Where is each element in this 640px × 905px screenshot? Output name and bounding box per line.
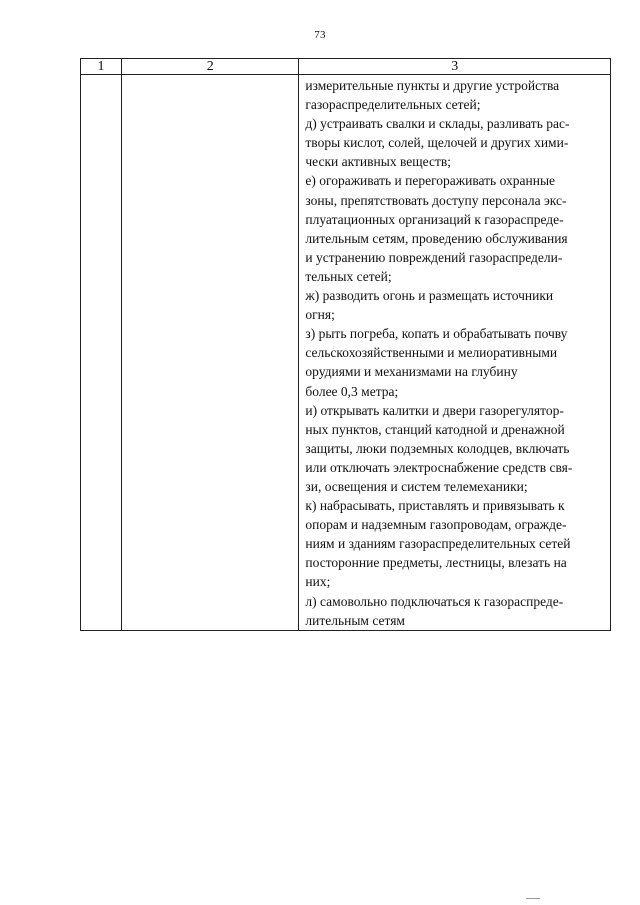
table-row: [81, 75, 611, 631]
requirements-table: [80, 58, 611, 631]
text-line: них;: [305, 574, 331, 590]
text-line: ных пунктов, станций катодной и дренажной: [305, 421, 565, 437]
column-header-2: 2: [122, 59, 299, 75]
text-line: более 0,3 метра;: [305, 383, 399, 399]
text-line: зи, освещения и систем телемеханики;: [305, 478, 528, 494]
cell-column-3: [299, 75, 611, 631]
text-line: к) набрасывать, приставлять и привязывать к: [305, 498, 565, 514]
cell-column-1: [81, 75, 122, 631]
text-line: газораспределительных сетей;: [305, 97, 481, 113]
text-line: и) открывать калитки и двери газорегулятор-: [305, 402, 564, 418]
text-line: опорам и надземным газопроводам, огражде-: [305, 517, 567, 533]
text-line: е) огораживать и перегораживать охранные: [305, 173, 556, 189]
text-line: или отключать электроснабжение средств свя-: [305, 459, 573, 475]
text-line: л) самовольно подключаться к газораспреде-: [305, 593, 564, 609]
text-line: сельскохозяйственными и мелиоративными: [305, 345, 558, 361]
page-number: 73: [314, 29, 326, 41]
text-line: орудиями и механизмами на глубину: [305, 364, 518, 380]
scan-mark: [526, 898, 540, 899]
cell-column-2: [122, 75, 299, 631]
column-header-1: 1: [81, 59, 122, 75]
text-line: и устранению повреждений газораспредели-: [305, 249, 563, 265]
text-line: ж) разводить огонь и размещать источники: [305, 288, 554, 304]
text-line: д) устраивать свалки и склады, разливать рас-: [305, 116, 570, 132]
text-line: творы кислот, солей, щелочей и других хими-: [305, 135, 569, 151]
text-line: з) рыть погреба, копать и обрабатывать почву: [305, 326, 568, 342]
text-line: ниям и зданиям газораспределительных сетей: [305, 536, 571, 552]
table-header-row: [81, 59, 611, 75]
text-line: защиты, люки подземных колодцев, включать: [305, 440, 570, 456]
text-line: лительным сетям: [305, 612, 405, 628]
text-line: посторонние предметы, лестницы, влезать на: [305, 555, 567, 571]
restrictions-text: [299, 75, 610, 630]
text-line: чески активных веществ;: [305, 154, 451, 170]
column-header-3: 3: [299, 59, 611, 75]
text-line: измерительные пункты и другие устройства: [305, 78, 560, 93]
text-line: лительным сетям, проведению обслуживания: [305, 230, 568, 246]
text-line: огня;: [305, 307, 335, 323]
text-line: плуатационных организаций к газораспреде-: [305, 211, 564, 227]
text-line: зоны, препятствовать доступу персонала экс-: [305, 192, 567, 208]
text-line: тельных сетей;: [305, 268, 392, 284]
